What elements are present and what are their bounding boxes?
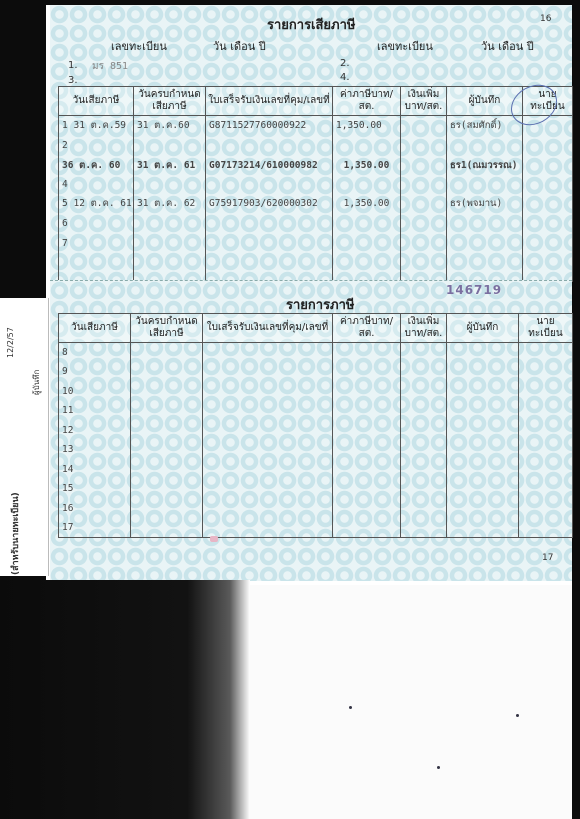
side-text-registrar: (สำหรับนายทะเบียน) (11, 492, 21, 575)
col-tax-date: วันเสียภาษี (59, 87, 134, 116)
tax-amount: 1,350.00 (333, 156, 401, 176)
speck (437, 766, 440, 769)
row-number: 3 (62, 160, 68, 171)
col-surcharge: เงินเพิ่มบาท/สต. (401, 314, 447, 343)
table-row (59, 382, 573, 402)
col-recorder: ผู้บันทึก (447, 314, 519, 343)
lower-tax-table (58, 313, 573, 538)
receipt-number: G75917903/620000302 (206, 194, 333, 214)
row-number: 1 (62, 120, 68, 132)
due-date: 31 ต.ค. 61 (134, 156, 206, 176)
stamp-number: 146719 (446, 283, 503, 297)
upper-tax-table (58, 86, 573, 282)
line-1-value: มร 851 (92, 61, 129, 72)
table-row (59, 421, 573, 441)
row-number: 6 (59, 214, 134, 234)
recorder: ธร1(ณมวรรณ) (447, 156, 523, 176)
speck (516, 714, 519, 717)
line-4-number: 4. (340, 72, 350, 83)
line-1-number: 1. (68, 60, 78, 71)
speck (349, 706, 352, 709)
scan-border-right (572, 0, 580, 819)
col-tax-date: วันเสียภาษี (59, 314, 131, 343)
due-date: 31 ต.ค.60 (134, 116, 206, 136)
table-row (59, 254, 573, 282)
col-due-date: วันครบกำหนดเสียภาษี (134, 87, 206, 116)
col-receipt: ใบเสร็จรับเงินเลขที่คุม/เลขที่ (206, 87, 333, 116)
ink-mark (210, 536, 218, 542)
table-row (59, 136, 573, 156)
date-label-left: วัน เดือน ปี (213, 40, 266, 53)
table-row (59, 362, 573, 382)
row-number: 13 (59, 440, 131, 460)
lower-title: รายการภาษี (286, 298, 355, 313)
upper-page-number: 16 (540, 14, 552, 24)
lower-page-number: 17 (542, 553, 554, 563)
col-tax-amount: ค่าภาษีบาท/สต. (333, 87, 401, 116)
surcharge (401, 116, 447, 136)
reg-label-right: เลขทะเบียน (377, 40, 433, 53)
reg-label-left: เลขทะเบียน (111, 40, 167, 53)
row-number: 5 (62, 198, 68, 209)
receipt-number: G07173214/610000982 (206, 156, 333, 176)
table-row (59, 401, 573, 421)
side-text-recorder: ผู้บันทึก (32, 369, 41, 395)
row-number: 16 (59, 499, 131, 519)
table-row (59, 194, 573, 214)
line-3-number: 3. (68, 75, 78, 86)
row-number: 10 (59, 382, 131, 402)
row-number: 7 (59, 234, 134, 254)
blank-back-page (250, 585, 572, 819)
row-number: 2 (59, 136, 134, 156)
due-date: 31 ต.ค. 62 (134, 194, 206, 214)
row-number: 14 (59, 460, 131, 480)
upper-title: รายการเสียภาษี (267, 18, 356, 33)
row-number: 17 (59, 518, 131, 538)
table-row (59, 499, 573, 519)
col-surcharge: เงินเพิ่มบาท/สต. (401, 87, 447, 116)
tax-date: 6 ต.ค. 60 (67, 160, 121, 171)
scan-shadow-lower (0, 580, 250, 819)
tax-date: 31 ต.ค.59 (73, 120, 127, 132)
table-row (59, 234, 573, 254)
recorder: ธร(พจมาน) (447, 194, 523, 214)
table-row (59, 440, 573, 460)
tax-amount: 1,350.00 (333, 116, 401, 136)
table-row (59, 460, 573, 480)
row-number: 12 (59, 421, 131, 441)
col-registrar: นายทะเบียน (523, 87, 573, 116)
recorder: ธร(สมศักดิ์) (447, 116, 523, 136)
table-row (59, 116, 573, 136)
tax-date: 12 ต.ค. 61 (73, 198, 132, 209)
col-recorder: ผู้บันทึก (447, 87, 523, 116)
col-receipt: ใบเสร็จรับเงินเลขที่คุม/เลขที่ (203, 314, 333, 343)
row-number: 15 (59, 479, 131, 499)
table-row (59, 156, 573, 176)
col-due-date: วันครบกำหนดเสียภาษี (131, 314, 203, 343)
row-number: 4 (59, 176, 134, 194)
table-row (59, 518, 573, 538)
table-row (59, 343, 573, 363)
lower-header-row (59, 314, 573, 343)
date-label-right: วัน เดือน ปี (481, 40, 534, 53)
surcharge (401, 194, 447, 214)
surcharge (401, 156, 447, 176)
side-text-date: 12/2/57 (6, 327, 15, 358)
row-number: 9 (59, 362, 131, 382)
col-tax-amount: ค่าภาษีบาท/สต. (333, 314, 401, 343)
table-row (59, 479, 573, 499)
col-registrar: นายทะเบียน (519, 314, 573, 343)
table-row (59, 214, 573, 234)
row-number: 11 (59, 401, 131, 421)
table-row (59, 176, 573, 194)
upper-header-row (59, 87, 573, 116)
tax-amount: 1,350.00 (333, 194, 401, 214)
line-2-number: 2. (340, 58, 350, 69)
receipt-number: G8711527760000922 (206, 116, 333, 136)
row-number: 8 (59, 343, 131, 363)
